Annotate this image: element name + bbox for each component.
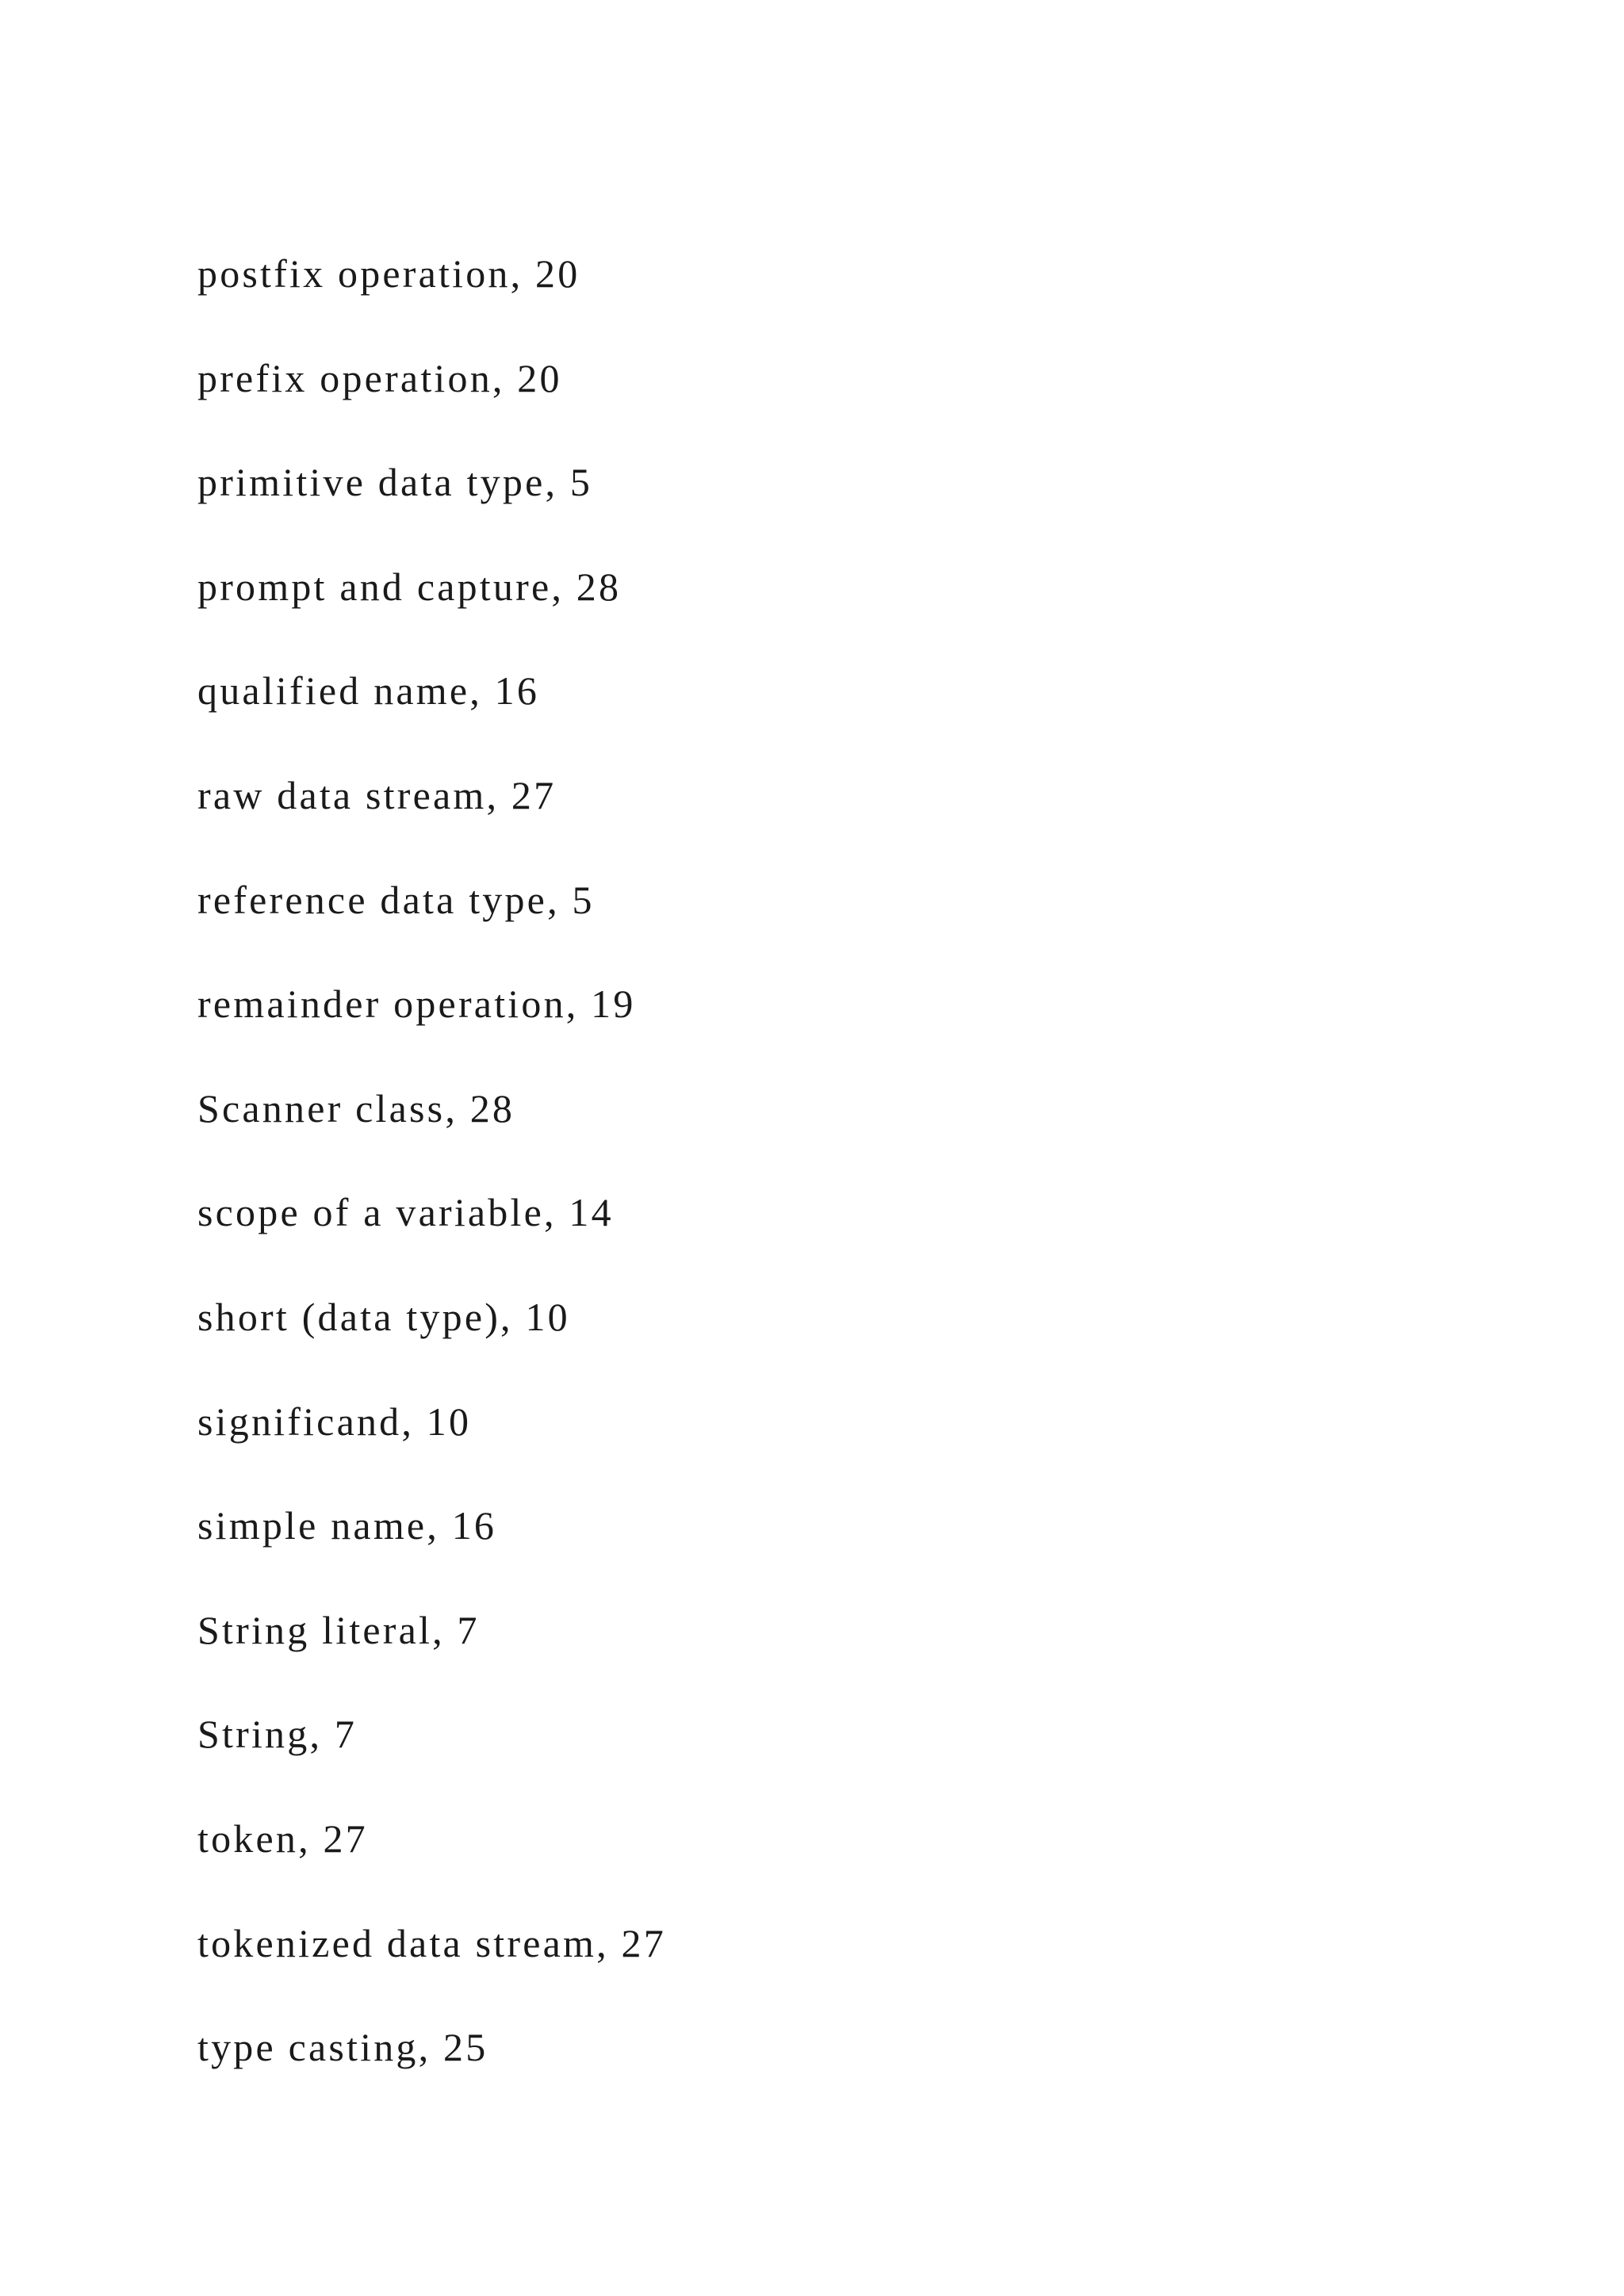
index-list [197, 246, 666, 2124]
index-entry: significand, 10 [197, 1399, 472, 1444]
index-entry: postfix operation, 20 [197, 251, 580, 296]
index-entry: String literal, 7 [197, 1607, 480, 1652]
index-entry: String, 7 [197, 1712, 358, 1757]
index-entry: prefix operation, 20 [197, 355, 562, 400]
index-entry: raw data stream, 27 [197, 772, 557, 817]
index-entry: prompt and capture, 28 [197, 564, 622, 609]
index-entry: reference data type, 5 [197, 877, 595, 922]
index-entry: simple name, 16 [197, 1503, 497, 1548]
index-entry: Scanner class, 28 [197, 1085, 515, 1131]
index-entry: type casting, 25 [197, 2025, 488, 2070]
index-entry: qualified name, 16 [197, 668, 540, 714]
index-entry: scope of a variable, 14 [197, 1190, 614, 1235]
index-entry: short (data type), 10 [197, 1294, 570, 1339]
index-entry: remainder operation, 19 [197, 982, 636, 1027]
index-entry: token, 27 [197, 1816, 368, 1861]
index-entry: tokenized data stream, 27 [197, 1920, 666, 1965]
index-entry: primitive data type, 5 [197, 460, 593, 505]
